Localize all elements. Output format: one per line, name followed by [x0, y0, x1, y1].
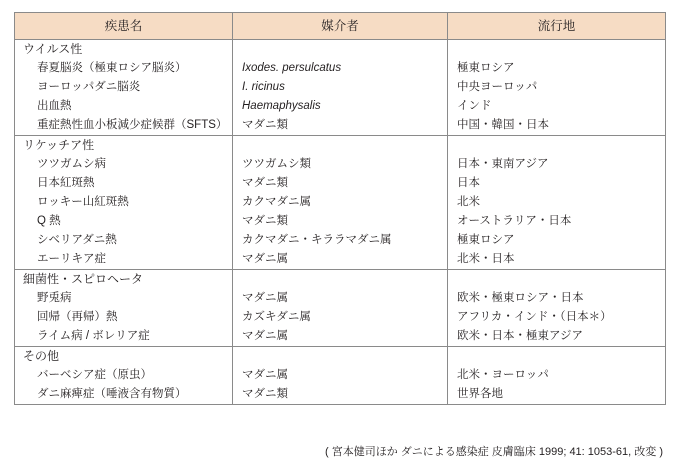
- disease-group-title: 細菌性・スピロヘータ: [23, 272, 144, 286]
- region-list: [448, 155, 665, 269]
- region-item: 北米・日本: [457, 253, 515, 265]
- disease-list: [15, 366, 232, 404]
- alignment-spacer: [448, 270, 665, 289]
- vector-item: マダニ属: [242, 292, 288, 304]
- disease-item: ライム病 / ボレリア症: [37, 330, 150, 342]
- region-item: 北米・ヨーロッパ: [457, 369, 549, 381]
- region-item: オーストラリア・日本: [457, 215, 572, 227]
- region-item: アフリカ・インド・（日本＊）: [457, 311, 612, 323]
- column-header-vector: 媒介者: [233, 13, 448, 40]
- column-header-disease: 疾患名: [15, 13, 233, 40]
- region-item: 欧米・極東ロシア・日本: [457, 292, 584, 304]
- table-row: [15, 347, 666, 405]
- vector-item: I. ricinus: [242, 81, 285, 93]
- disease-item: シベリアダニ熱: [37, 234, 117, 246]
- vector-item: マダニ類: [242, 215, 288, 227]
- disease-cell: [15, 40, 233, 136]
- table-row: [15, 136, 666, 270]
- region-item: 極東ロシア: [457, 62, 515, 74]
- alignment-spacer: [448, 347, 665, 366]
- vector-item: ツツガムシ類: [242, 158, 311, 170]
- disease-item: ダニ麻痺症（唾液含有物質）: [37, 388, 187, 400]
- source-citation: ( 宮本健司ほか ダニによる感染症 皮膚臨床 1999; 41: 1053-61, 改変 ): [324, 446, 663, 458]
- vector-item: Haemaphysalis: [242, 100, 321, 112]
- table-header-row: [15, 13, 666, 40]
- vector-list: [233, 289, 447, 346]
- disease-item: ツツガムシ病: [37, 158, 106, 170]
- alignment-spacer: [233, 270, 447, 289]
- disease-group-title: リケッチア性: [23, 138, 95, 152]
- table-row: [15, 270, 666, 347]
- vector-cell: [233, 347, 448, 405]
- table-header: [15, 13, 666, 40]
- disease-cell: [15, 347, 233, 405]
- vector-item: マダニ類: [242, 177, 288, 189]
- vector-item: カクマダニ属: [242, 196, 311, 208]
- region-item: 中国・韓国・日本: [457, 119, 549, 131]
- disease-list: [15, 59, 232, 135]
- alignment-spacer: [233, 40, 447, 59]
- vector-cell: [233, 136, 448, 270]
- vector-item: マダニ類: [242, 388, 288, 400]
- disease-table: [14, 12, 666, 405]
- vector-item: マダニ属: [242, 330, 288, 342]
- region-cell: [448, 270, 666, 347]
- column-header-region: 流行地: [448, 13, 666, 40]
- alignment-spacer: [233, 136, 447, 155]
- disease-item: 野兎病: [37, 292, 72, 304]
- disease-item: Q 熱: [37, 215, 61, 227]
- region-item: 世界各地: [457, 388, 503, 400]
- disease-item: 春夏脳炎（極東ロシア脳炎）: [37, 62, 187, 74]
- vector-item: カズキダニ属: [242, 311, 311, 323]
- region-item: 極東ロシア: [457, 234, 515, 246]
- disease-group-title: その他: [23, 349, 60, 363]
- alignment-spacer: [233, 347, 447, 366]
- region-cell: [448, 347, 666, 405]
- vector-cell: [233, 40, 448, 136]
- disease-item: 出血熱: [37, 100, 72, 112]
- vector-cell: [233, 270, 448, 347]
- disease-item: ロッキー山紅斑熱: [37, 196, 129, 208]
- table-body: [15, 40, 666, 405]
- region-list: [448, 59, 665, 135]
- alignment-spacer: [448, 136, 665, 155]
- disease-cell: [15, 136, 233, 270]
- disease-list: [15, 155, 232, 269]
- region-cell: [448, 136, 666, 270]
- region-item: 日本・東南アジア: [457, 158, 549, 170]
- disease-list: [15, 289, 232, 346]
- vector-list: [233, 366, 447, 404]
- region-list: [448, 289, 665, 346]
- region-item: 北米: [457, 196, 480, 208]
- disease-item: バーベシア症（原虫）: [37, 369, 152, 381]
- alignment-spacer: [448, 40, 665, 59]
- disease-item: 日本紅斑熱: [37, 177, 95, 189]
- vector-item: カクマダニ・キララマダニ属: [242, 234, 392, 246]
- disease-item: 回帰（再帰）熱: [37, 311, 118, 323]
- disease-item: 重症熱性血小板減少症候群（SFTS）: [37, 119, 228, 131]
- region-item: インド: [457, 100, 492, 112]
- vector-list: [233, 59, 447, 135]
- disease-cell: [15, 270, 233, 347]
- disease-item: ヨーロッパダニ脳炎: [37, 81, 141, 93]
- region-list: [448, 366, 665, 404]
- vector-item: マダニ属: [242, 253, 288, 265]
- disease-group-title: ウイルス性: [23, 42, 83, 56]
- vector-item: Ixodes. persulcatus: [242, 62, 342, 74]
- region-item: 欧米・日本・極東アジア: [457, 330, 584, 342]
- table-row: [15, 40, 666, 136]
- region-cell: [448, 40, 666, 136]
- region-item: 中央ヨーロッパ: [457, 81, 538, 93]
- disease-item: エーリキア症: [37, 253, 106, 265]
- vector-item: マダニ属: [242, 369, 288, 381]
- vector-item: マダニ類: [242, 119, 288, 131]
- vector-list: [233, 155, 447, 269]
- region-item: 日本: [457, 177, 480, 189]
